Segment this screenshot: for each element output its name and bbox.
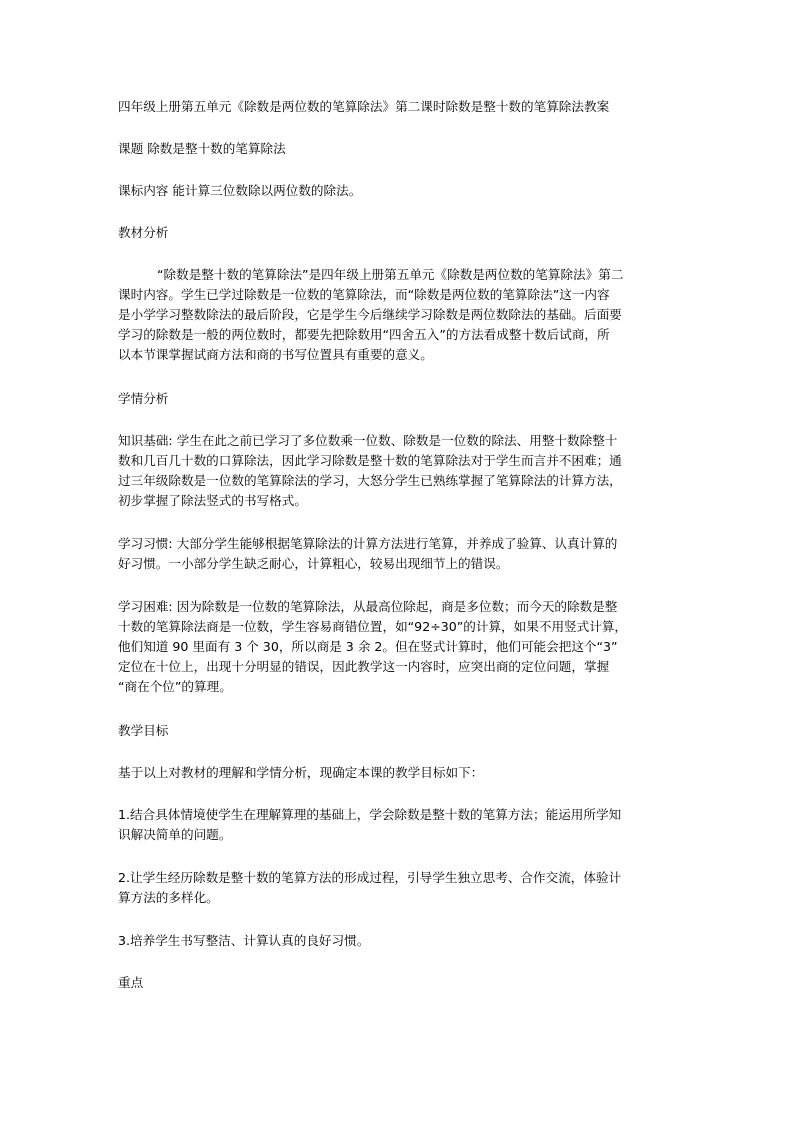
material-heading (118, 223, 680, 243)
habit-line: 好习惯。一小部分学生缺乏耐心，计算粗心，较易出现细节上的错误。 (118, 556, 509, 571)
difficulty-line: 他们知道 90 里面有 3 个 30，所以商是 3 余 2。但在竖式计算时，他们可能会把这个“3” (118, 639, 618, 654)
topic-text: 课题 除数是整十数的笔算除法 (118, 141, 286, 156)
habit-line: 学习习惯: 大部分学生能够根据笔算除法的计算方法进行笔算，并养成了验算、认真计算的 (118, 536, 618, 551)
material-line: 以本节课掌握试商方法和商的书写位置具有重要的意义。 (118, 347, 433, 362)
goal-1-line: 1.结合具体情境使学生在理解算理的基础上，学会除数是整十数的笔算方法；能运用所学知 (118, 807, 622, 822)
difficulty-line: “商在个位”的算理。 (118, 679, 232, 694)
difficulty-line: 学习困难: 因为除数是一位数的笔算除法，从最高位除起，商是多位数；而今天的除数是整 (118, 599, 618, 614)
key-heading-text: 重点 (118, 975, 144, 990)
material-paragraph (118, 265, 680, 365)
knowledge-paragraph (118, 431, 680, 511)
material-line: 是小学学习整数除法的最后阶段，它是学生今后继续学习除数是两位数除法的基础。后面要 (118, 307, 622, 322)
material-heading-text: 教材分析 (118, 225, 169, 240)
goal-item-1 (118, 805, 680, 845)
difficulty-paragraph (118, 597, 680, 697)
standard-line (118, 181, 680, 201)
knowledge-line: 数和几百几十数的口算除法，因此学习除数是整十数的笔算除法对于学生而言并不困难；通 (118, 453, 622, 468)
habit-paragraph (118, 534, 680, 574)
goals-intro (118, 763, 680, 783)
difficulty-line: 十数的笔算除法商是一位数，学生容易商错位置，如“92÷30”的计算，如果不用竖式计算， (118, 619, 628, 634)
goal-item-2 (118, 868, 680, 908)
goals-heading-text: 教学目标 (118, 723, 169, 738)
goals-heading (118, 721, 680, 741)
topic-line (118, 139, 680, 159)
key-heading (118, 973, 680, 993)
material-line: “除数是整十数的笔算除法”是四年级上册第五单元《除数是两位数的笔算除法》第二 (157, 267, 624, 282)
material-line: 课时内容。学生已学过除数是一位数的笔算除法，而“除数是两位数的笔算除法”这一内容 (118, 287, 610, 302)
goals-intro-text: 基于以上对教材的理解和学情分析，现确定本课的教学目标如下： (118, 765, 484, 780)
material-line: 学习的除数是一般的两位数时，都要先把除数用“四舍五入”的方法看成整十数后试商，所 (118, 327, 610, 342)
document-title (118, 97, 680, 117)
knowledge-line: 知识基础: 学生在此之前已学习了多位数乘一位数、除数是一位数的除法、用整十数除整十 (118, 433, 618, 448)
goal-1-line: 识解决简单的问题。 (118, 827, 232, 842)
students-heading (118, 389, 680, 409)
goal-2-line: 2.让学生经历除数是整十数的笔算方法的形成过程，引导学生独立思考、合作交流，体验计 (118, 870, 622, 885)
goal-3-text: 3.培养学生书写整洁、计算认真的良好习惯。 (118, 933, 370, 948)
knowledge-line: 过三年级除数是一位数的笔算除法的学习，大怒分学生已熟练掌握了笔算除法的计算方法， (118, 473, 622, 488)
knowledge-line: 初步掌握了除法竖式的书写格式。 (118, 493, 307, 508)
title-text: 四年级上册第五单元《除数是两位数的笔算除法》第二课时除数是整十数的笔算除法教案 (118, 99, 610, 114)
students-heading-text: 学情分析 (118, 391, 169, 406)
goal-2-line: 算方法的多样化。 (118, 890, 219, 905)
goal-item-3 (118, 931, 680, 951)
standard-text: 课标内容 能计算三位数除以两位数的除法。 (118, 183, 362, 198)
difficulty-line: 定位在十位上，出现十分明显的错误，因此教学这一内容时，应突出商的定位问题，掌握 (118, 659, 610, 674)
